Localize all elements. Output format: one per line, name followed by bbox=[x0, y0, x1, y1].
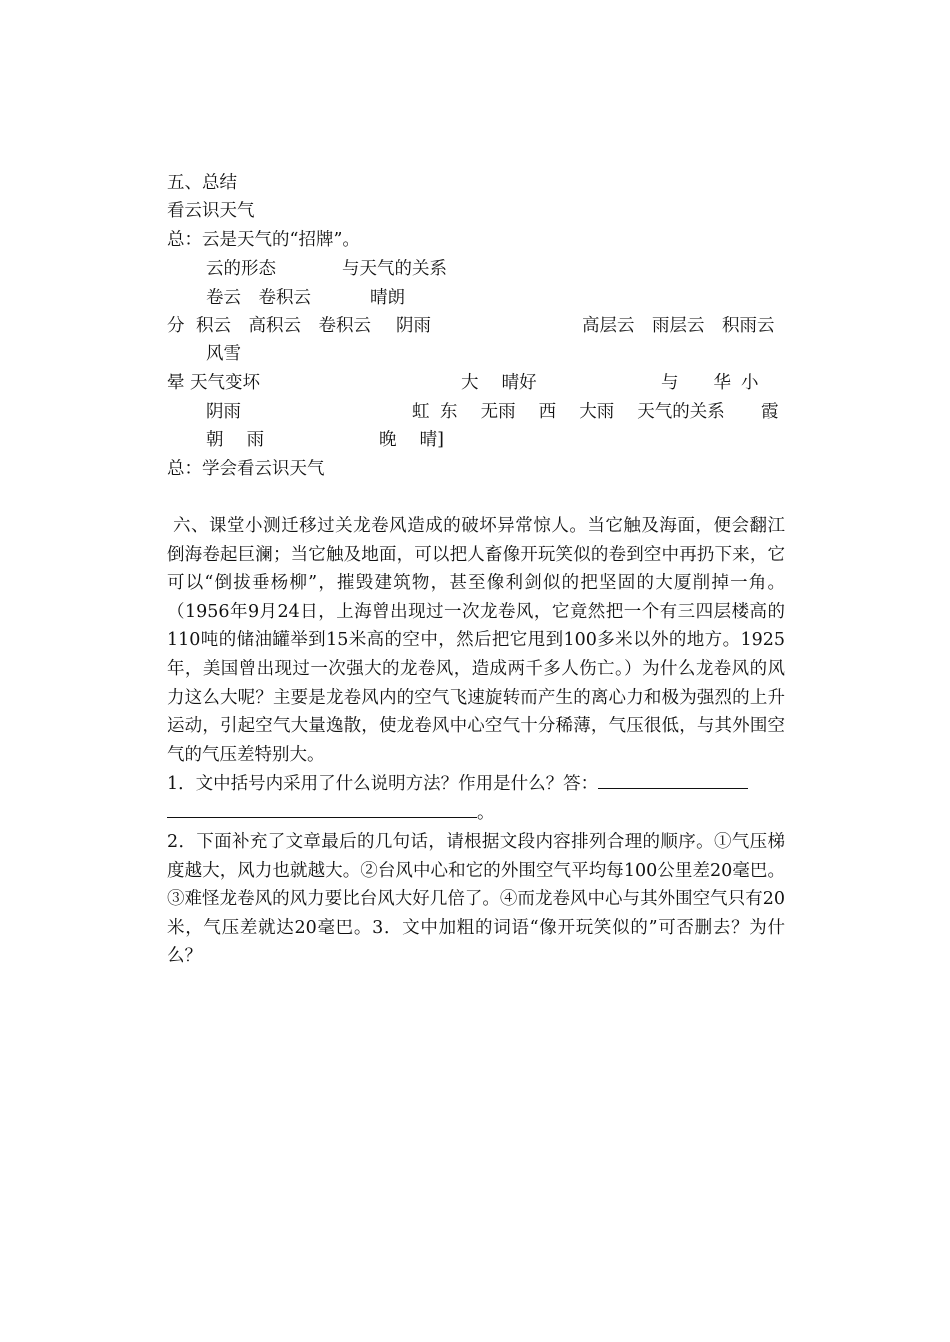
table-row2-clouds-right: 高层云 雨层云 积雨云 bbox=[582, 316, 775, 336]
section-heading-summary: 五、总结 bbox=[167, 173, 237, 193]
quiz-question-1-end: 。 bbox=[477, 802, 495, 823]
quiz-question-2: 2．下面补充了文章最后的几句话，请根据文段内容排列合理的顺序。①气压梯度越大，风力也就越大。②台风中心和它的外围空气平均每100公里差20毫巴。③难怪龙卷风的风力要比台风大好几倍了。④而龙卷风中心与其外围空气只有20米，气压差就达20毫巴。3．文中加粗的词语“像开玩笑似的”可否删去？为什么？ bbox=[167, 832, 785, 967]
table-row2-snow: 风雪 bbox=[206, 344, 241, 364]
table-row3-hua: 与 华 bbox=[661, 373, 731, 393]
quiz-question-1-text: 1．文中括号内采用了什么说明方法？作用是什么？答： bbox=[167, 774, 599, 794]
table-row1-clouds: 卷云 卷积云 bbox=[206, 288, 311, 308]
table-header-weather-relation: 与天气的关系 bbox=[342, 259, 447, 279]
table-row2-weather: 阴雨 bbox=[396, 316, 431, 336]
table-row4-rainbow: 虹 bbox=[412, 402, 430, 422]
table-row3-fine: 大 晴好 bbox=[461, 373, 537, 393]
table-row5-morning: 朝 雨 bbox=[206, 430, 265, 450]
summary-intro: 总：云是天气的“招牌”。 bbox=[167, 230, 360, 250]
table-row1-weather: 晴朗 bbox=[370, 288, 405, 308]
answer-blank-1b[interactable] bbox=[167, 799, 477, 818]
table-row4-directions: 东 无雨 西 大雨 天气的关系 bbox=[440, 402, 725, 422]
table-row3-worsen: 天气变坏 bbox=[190, 373, 260, 393]
table-label-fen: 分 bbox=[167, 316, 185, 336]
table-row4-rain: 阴雨 bbox=[206, 402, 241, 422]
summary-conclusion: 总：学会看云识天气 bbox=[167, 459, 325, 479]
table-row3-small: 小 bbox=[741, 373, 759, 393]
table-label-yun: 晕 bbox=[167, 373, 185, 393]
answer-blank-1a[interactable] bbox=[598, 770, 748, 789]
quiz-question-1 bbox=[167, 770, 785, 827]
table-row2-clouds: 积云 高积云 卷积云 bbox=[196, 316, 371, 336]
table-header-cloud-shape: 云的形态 bbox=[206, 259, 276, 279]
lesson-title: 看云识天气 bbox=[167, 201, 255, 221]
table-row4-xia: 霞 bbox=[761, 402, 779, 422]
quiz-reading-paragraph: 六、课堂小测迁移过关龙卷风造成的破坏异常惊人。当它触及海面，便会翻江倒海卷起巨澜；当它触及地面，可以把人畜像开玩笑似的卷到空中再扔下来，它可以“倒拔垂杨柳”，摧毁建筑物，甚至像利剑似的把坚固的大厦削掉一角。（1956年9月24日，上海曾出现过一次龙卷风，它竟然把一个有三四层楼高的110吨的储油罐举到15米高的空中，然后把它甩到100多米以外的地方。1925年，美国曾出现过一次强大的龙卷风，造成两千多人伤亡。）为什么龙卷风的风力这么大呢？主要是龙卷风内的空气飞速旋转而产生的离心力和极为强烈的上升运动，引起空气大量逸散，使龙卷风中心空气十分稀薄，气压很低，与其外围空气的气压差特别大。 bbox=[167, 516, 785, 765]
table-row5-evening: 晚 晴] bbox=[379, 430, 444, 450]
